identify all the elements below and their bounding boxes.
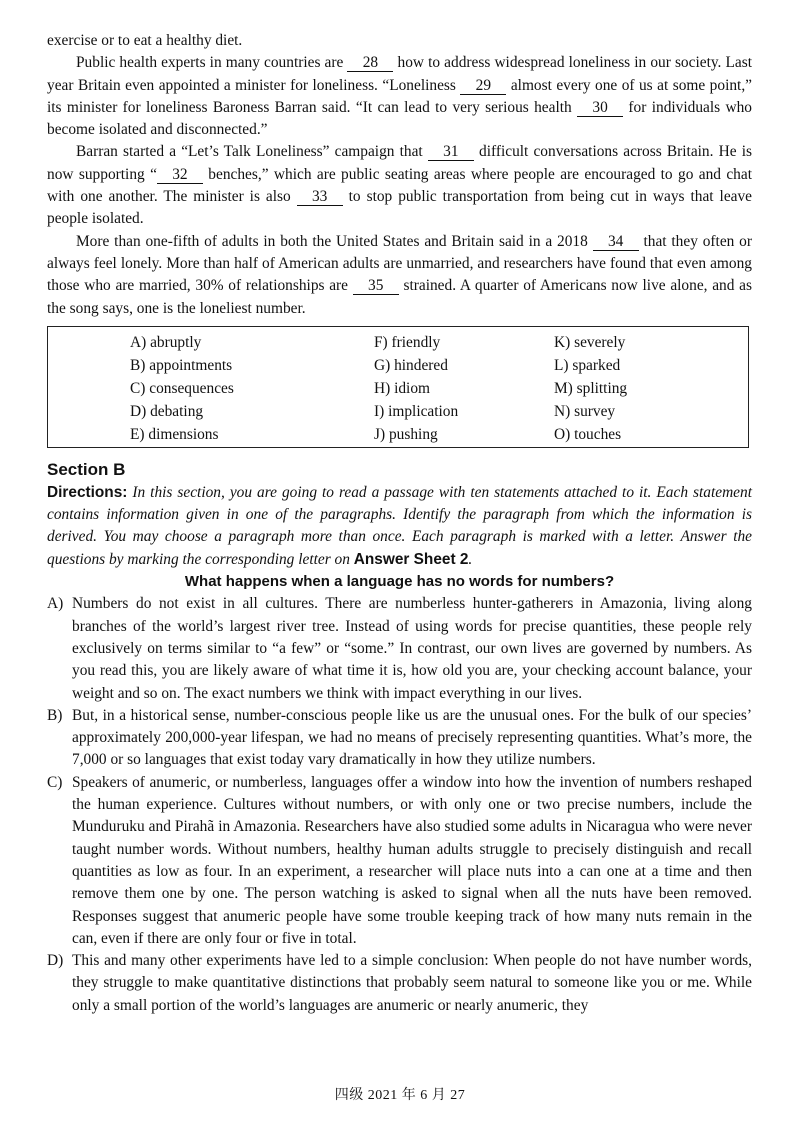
blank-28: 28 bbox=[347, 54, 393, 72]
option-a: A) abruptly bbox=[130, 333, 202, 351]
passage-paragraph-2: Barran started a “Let’s Talk Loneliness” campaign that 31 difficult conversations across Britain. He is now supporting “ 32 benches,” which are public seating areas where people are encouraged to go and chat with one another. The minister is also 33 to stop public transportation from being cut in ways that leave people isolated. bbox=[47, 143, 753, 228]
page-footer: 四级 2021 年 6 月 27 bbox=[334, 1088, 466, 1103]
passage-paragraph-3: More than one-fifth of adults in both the United States and Britain said in a 2018 34 that they often or always feel lonely. More than half of American adults are unmarried, and researchers have found that even among those who are married, 30% of relationships are 35 strained. A quarter of Americans now live alone, and as the song says, one is the loneliest number. bbox=[47, 232, 752, 317]
blank-34: 34 bbox=[593, 233, 639, 251]
blank-30: 30 bbox=[577, 99, 623, 117]
word-bank-column-1 bbox=[130, 331, 234, 446]
option-c: C) consequences bbox=[130, 379, 234, 397]
option-l: L) sparked bbox=[554, 356, 621, 374]
paragraph-d: D) This and many other experiments have led to a simple conclusion: When people do not have number words, they struggle to make quantitative distinctions that probably seem natural to someone like you or me. While only a small portion of the world’s languages are anumeric or nearly anumeric, they bbox=[47, 952, 752, 1014]
option-n: N) survey bbox=[554, 402, 616, 420]
passage-paragraph-1: Public health experts in many countries are 28 how to address widespread loneliness in our society. Last year Britain even appointed a minister for loneliness. “Loneliness 29 almost every one of us at some point,” its minister for loneliness Baroness Barran said. “It can lead to very serious health 30 for individuals who become isolated and disconnected.” bbox=[47, 54, 752, 139]
word-bank-column-2 bbox=[374, 331, 458, 446]
option-h: H) idiom bbox=[374, 379, 431, 397]
answer-sheet-label: Answer Sheet 2 bbox=[353, 550, 469, 568]
option-f: F) friendly bbox=[374, 333, 441, 351]
blank-31: 31 bbox=[428, 143, 474, 161]
blank-29: 29 bbox=[460, 77, 506, 95]
blank-32: 32 bbox=[157, 166, 203, 184]
paragraph-letter: D) bbox=[47, 952, 64, 970]
option-e: E) dimensions bbox=[130, 425, 219, 443]
paragraph-letter: B) bbox=[47, 706, 63, 724]
blank-35: 35 bbox=[353, 277, 399, 295]
section-b-directions: Directions: In this section, you are going to read a passage with ten statements attached to it. Each statement contains information given in one of the paragraphs. Identify the paragraph from which the information is derived. You may choose a paragraph more than once. Each paragraph is marked with a letter. Answer the questions by marking the corresponding letter on Answer Sheet 2. bbox=[47, 483, 752, 568]
blank-33: 33 bbox=[297, 188, 343, 206]
intro-tail: exercise or to eat a healthy diet. bbox=[47, 32, 243, 49]
option-d: D) debating bbox=[130, 402, 204, 420]
section-b-title: Section B bbox=[47, 459, 126, 479]
option-m: M) splitting bbox=[554, 379, 628, 397]
word-bank-column-3 bbox=[554, 331, 627, 446]
paragraph-a: A) Numbers do not exist in all cultures. There are numberless hunter-gatherers in Amazonia, living along branches of the world’s largest river tree. Instead of using words for precise quantities, these people rely exclusively on terms similar to “a few” or “some.” In contrast, our own lives are governed by numbers. As you read this, you are likely aware of what time it is, how old you are, your checking account balance, your weight and so on. The exact numbers we think with impact everything in our lives. bbox=[47, 595, 752, 702]
page-content bbox=[47, 30, 752, 1017]
paragraph-b: B) But, in a historical sense, number-conscious people like us are the unusual ones. For the bulk of our species’ approximately 200,000-year lifespan, we had no means of precisely representing quantities. What’s more, the 7,000 or so languages that exist today vary dramatically in how they utilize numbers. bbox=[47, 706, 752, 769]
paragraph-letter: A) bbox=[47, 595, 64, 613]
directions-label: Directions: bbox=[47, 483, 128, 501]
option-j: J) pushing bbox=[374, 425, 438, 443]
paragraph-c: C) Speakers of anumeric, or numberless, languages offer a window into how the invention of numbers reshaped the human experience. Cultures without numbers, or with only one or two precise numbers, include the Munduruku and Pirahã in Amazonia. Researchers have also studied some adults in Nicaragua who were never taught number words. Without numbers, healthy human adults struggle to precisely distinguish and recall quantities as low as four. In an experiment, a researcher will place nuts into a can one at a time and then remove them one by one. The person watching is asked to signal when all the nuts have been removed. Responses suggest that anumeric people have some trouble keeping track of how many nuts remain in the can, even if there are only four or five in total. bbox=[47, 773, 752, 947]
paragraph-letter: C) bbox=[47, 773, 63, 791]
option-i: I) implication bbox=[374, 402, 459, 420]
option-b: B) appointments bbox=[130, 356, 233, 374]
option-g: G) hindered bbox=[374, 356, 448, 374]
passage-title: What happens when a language has no words for numbers? bbox=[184, 573, 615, 591]
option-o: O) touches bbox=[554, 425, 622, 443]
word-bank-box bbox=[47, 326, 749, 448]
option-k: K) severely bbox=[554, 333, 626, 351]
